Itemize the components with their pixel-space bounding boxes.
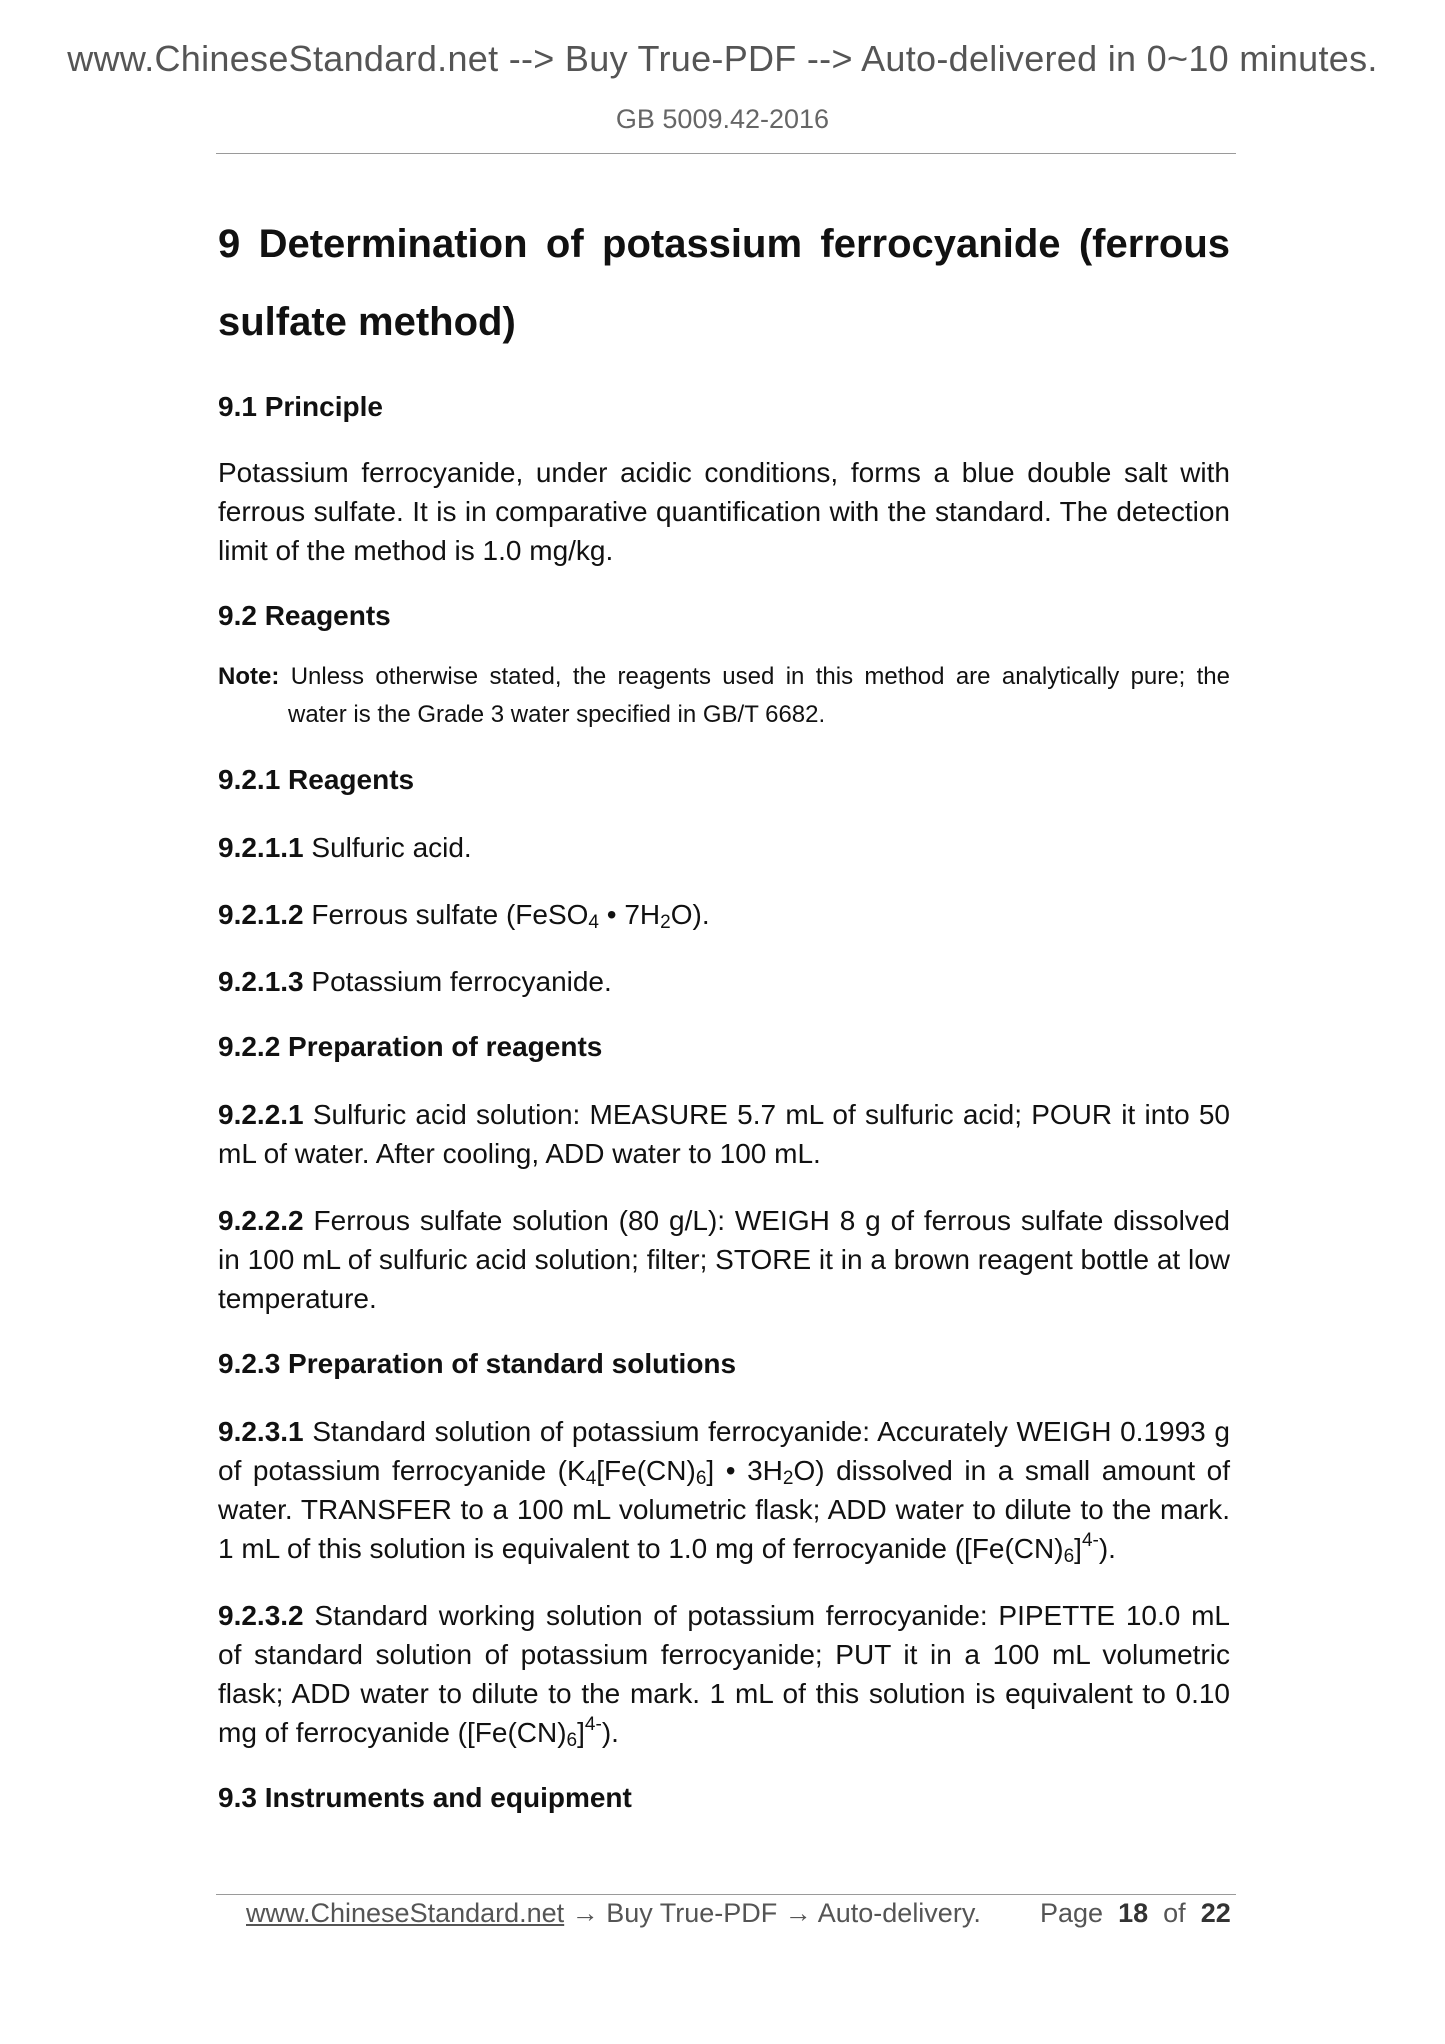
footer-link[interactable]: www.ChineseStandard.net (246, 1898, 565, 1928)
subscript: 2 (782, 1468, 794, 1489)
heading-9-2-3: 9.2.3 Preparation of standard solutions (218, 1348, 737, 1379)
item-number: 9.2.2.2 (218, 1205, 304, 1236)
item-text: ] (1074, 1533, 1082, 1564)
reagents-note (218, 658, 1230, 734)
note-text: Unless otherwise stated, the reagents used in this method are analytically pure; the water is the Grade 3 water specified in GB/T 6682. (288, 663, 1230, 728)
footer-promo (246, 1898, 981, 1929)
item-number: 9.2.3.2 (218, 1600, 304, 1631)
item-number: 9.2.1.1 (218, 832, 304, 863)
item-text: ] (577, 1717, 585, 1748)
item-number: 9.2.1.3 (218, 966, 304, 997)
item-text: Standard working solution of potassium ferrocyanide: PIPETTE 10.0 mL of standard solution of potassium ferrocyanide; PUT it in a 100 mL volumetric flask; ADD water to dilute to the mark. 1 mL of this solution is equivalent to 0.10 mg of ferrocyanide ([Fe(CN) (218, 1600, 1231, 1748)
subscript: 4 (585, 1468, 597, 1489)
item-9-2-3-2 (218, 1596, 1230, 1752)
item-9-2-1-2 (218, 895, 1230, 934)
item-number: 9.2.3.1 (218, 1416, 304, 1447)
item-9-2-2-2 (218, 1201, 1230, 1318)
page-label: Page (1040, 1898, 1104, 1928)
item-text: Ferrous sulfate solution (80 g/L): WEIGH 8 g of ferrous sulfate dissolved in 100 mL of sulfuric acid solution; filter; STORE it in a brown reagent bottle at low temperature. (218, 1205, 1230, 1314)
page-content (218, 205, 1230, 1818)
item-text: O). (670, 899, 710, 930)
subscript: 6 (1063, 1546, 1075, 1567)
item-text: Standard solution of potassium ferrocyanide: Accurately WEIGH 0.1993 g of potassium ferrocyanide (K (218, 1416, 1231, 1486)
item-text: Sulfuric acid solution: MEASURE 5.7 mL of sulfuric acid; POUR it into 50 mL of water. After cooling, ADD water to 100 mL. (218, 1099, 1231, 1169)
item-text: ). (1098, 1533, 1116, 1564)
subscript: 6 (695, 1468, 707, 1489)
header-banner: www.ChineseStandard.net --> Buy True-PDF --> Auto-delivered in 0~10 minutes. (67, 38, 1378, 79)
item-text: • 7H (598, 899, 661, 930)
item-text: O) dissolved in a small amount of water. TRANSFER to a 100 mL volumetric flask; ADD water to dilute to the mark. 1 mL of this solution is equivalent to 1.0 mg of ferrocyanide ([Fe(CN) (218, 1455, 1230, 1564)
page-footer (0, 1898, 1445, 1938)
document-id: GB 5009.42-2016 (615, 104, 830, 134)
item-text: ). (601, 1717, 619, 1748)
principle-paragraph: Potassium ferrocyanide, under acidic conditions, forms a blue double salt with ferrous sulfate. It is in comparative quantification with the standard. The detection limit of the method is 1.0 mg/kg. (218, 457, 1230, 566)
item-text: ] • 3H (706, 1455, 783, 1486)
superscript: 4- (1081, 1530, 1099, 1551)
item-text: [Fe(CN) (596, 1455, 696, 1486)
item-number: 9.2.1.2 (218, 899, 304, 930)
item-text: Ferrous sulfate (FeSO (311, 899, 589, 930)
subscript: 4 (588, 912, 599, 933)
note-label: Note: (218, 663, 280, 690)
footer-promo-text: → Buy True-PDF → Auto-delivery. (564, 1898, 981, 1928)
heading-9-2-1: 9.2.1 Reagents (218, 764, 415, 795)
section-title: 9 Determination of potassium ferrocyanide (ferrous sulfate method) (218, 222, 1230, 344)
heading-9-2-2: 9.2.2 Preparation of reagents (218, 1031, 603, 1062)
header-divider (216, 153, 1236, 154)
page-number (1040, 1898, 1231, 1929)
item-9-2-1-1 (218, 828, 1230, 867)
subscript: 2 (660, 912, 671, 933)
heading-9-2: 9.2 Reagents (218, 600, 391, 631)
footer-divider (216, 1894, 1236, 1895)
item-number: 9.2.2.1 (218, 1099, 304, 1130)
item-text: Potassium ferrocyanide. (311, 966, 612, 997)
heading-9-3: 9.3 Instruments and equipment (218, 1782, 632, 1813)
item-text: Sulfuric acid. (311, 832, 472, 863)
subscript: 6 (566, 1730, 578, 1751)
superscript: 4- (584, 1714, 602, 1735)
of-label: of (1163, 1898, 1186, 1928)
heading-9-1: 9.1 Principle (218, 391, 383, 422)
item-9-2-1-3 (218, 962, 1230, 1001)
item-9-2-2-1 (218, 1095, 1230, 1173)
item-9-2-3-1 (218, 1412, 1230, 1568)
current-page: 18 (1118, 1898, 1149, 1928)
total-pages: 22 (1200, 1898, 1231, 1928)
